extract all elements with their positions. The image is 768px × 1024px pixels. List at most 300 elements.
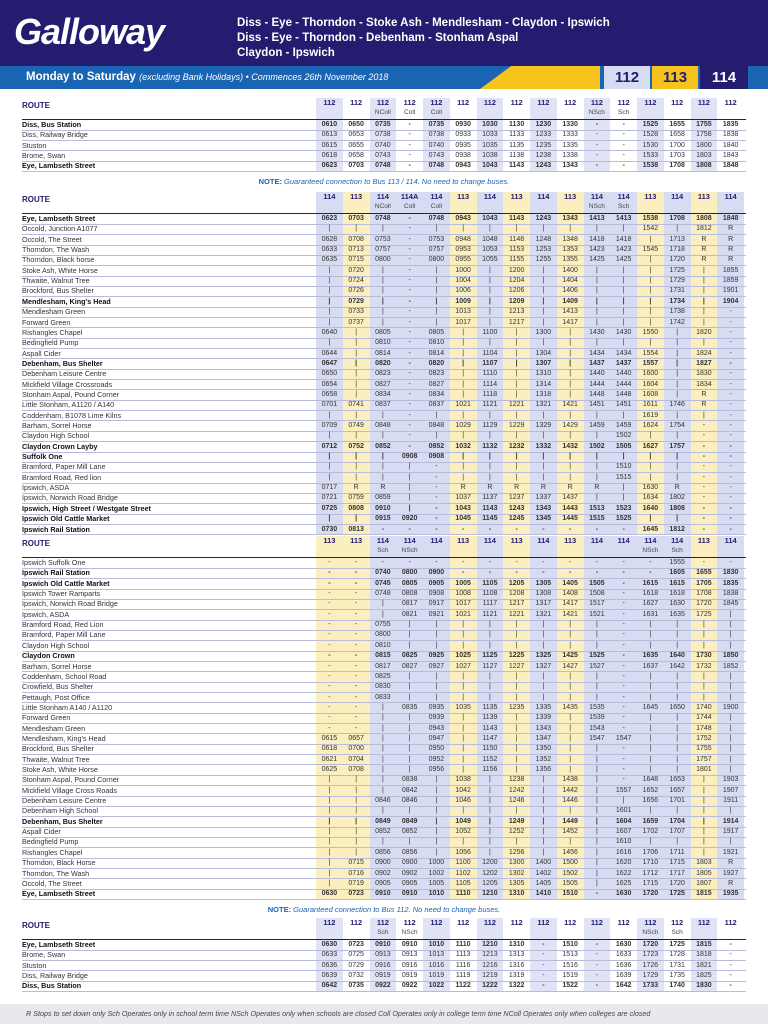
departure-time: - [595, 941, 599, 948]
departure-time: | [595, 745, 598, 753]
departure-time: 0827 [428, 380, 445, 388]
departure-time: - [408, 131, 411, 139]
departure-time: 1800 [696, 141, 712, 149]
departure-time: | [622, 453, 625, 461]
departure-time: | [328, 297, 331, 305]
departure-time: 1505 [589, 579, 605, 587]
departure-time: | [462, 621, 465, 629]
departure-time: 1900 [722, 703, 739, 711]
departure-time: | [408, 484, 411, 492]
departure-time: - [622, 693, 625, 701]
timetable-row [0, 703, 768, 713]
departure-time: 1451 [589, 401, 605, 409]
departure-time: 1319 [508, 971, 525, 979]
departure-time: 0730 [321, 525, 338, 533]
departure-time: 0732 [348, 971, 364, 979]
departure-time: 1648 [642, 776, 659, 784]
departure-time: - [595, 961, 599, 969]
departure-time: 1708 [669, 162, 685, 170]
departure-time: 1010 [428, 941, 445, 948]
departure-time: 1738 [669, 308, 685, 316]
departure-time: - [542, 569, 545, 577]
departure-time: 0725 [348, 951, 364, 959]
departure-time: 1413 [589, 215, 605, 222]
timetable-row [0, 599, 768, 609]
departure-time: 1238 [508, 776, 525, 784]
route-number: 112 [376, 918, 389, 927]
departure-time: - [408, 141, 411, 149]
departure-time: | [462, 838, 465, 846]
departure-time: | [649, 308, 652, 316]
departure-time: | [649, 683, 652, 691]
stop-name: Bedingfield Pump [22, 837, 79, 847]
departure-time: | [435, 828, 438, 836]
departure-time: 1620 [615, 859, 632, 867]
departure-time: 0814 [375, 349, 391, 357]
departure-time: 1720 [696, 600, 712, 608]
departure-time: | [595, 631, 598, 639]
departure-time: 0817 [401, 600, 418, 608]
departure-time: 1713 [669, 235, 685, 243]
departure-time: 1543 [589, 724, 605, 732]
departure-time: 1243 [535, 162, 552, 170]
departure-time: 1021 [455, 610, 471, 618]
departure-time: 0805 [428, 328, 445, 336]
departure-time: 1607 [615, 828, 632, 836]
tab-route-112[interactable]: 112 [604, 66, 650, 89]
departure-time: 1702 [642, 828, 659, 836]
departure-time: | [488, 318, 491, 326]
departure-time: | [515, 766, 518, 773]
departure-time: 1347 [535, 734, 552, 742]
departure-time: 1434 [589, 349, 605, 357]
departure-time: 1452 [562, 828, 578, 836]
stop-name: Stoke Ash, White Horse [22, 765, 98, 774]
departure-time: | [435, 318, 438, 326]
departure-time: 0820 [375, 359, 391, 367]
route-line-2: Diss - Eye - Thorndon - Debenham - Stonham Aspal [237, 32, 519, 44]
departure-time: 0701 [321, 401, 338, 409]
departure-time: - [729, 515, 732, 523]
departure-time: - [595, 951, 599, 959]
departure-time: | [408, 504, 411, 512]
departure-time: 1523 [615, 504, 632, 512]
timetable-row [0, 775, 768, 785]
departure-time: - [542, 971, 545, 979]
departure-time: 1045 [455, 515, 471, 523]
departure-time: R [728, 225, 734, 233]
departure-time: 1235 [508, 703, 525, 711]
note-connection-113-114 [0, 177, 768, 186]
departure-time: 1445 [562, 515, 578, 523]
departure-time: 1734 [669, 297, 685, 305]
departure-time: 1725 [696, 610, 712, 618]
departure-time: | [435, 277, 438, 285]
timetable-row [0, 411, 768, 421]
tab-route-113[interactable]: 113 [652, 66, 698, 89]
route-number: 114 [644, 536, 657, 545]
departure-time: - [354, 579, 358, 587]
departure-time: - [408, 339, 411, 347]
departure-time: | [488, 287, 491, 295]
route-number: 114 [537, 536, 550, 545]
departure-time: 1855 [722, 266, 739, 274]
departure-time: 1352 [535, 755, 552, 763]
timetable-row [0, 858, 768, 868]
departure-time: | [702, 786, 705, 794]
departure-time: | [676, 453, 679, 461]
departure-time: 1432 [562, 442, 578, 450]
departure-time: | [649, 693, 652, 701]
departure-time: - [622, 162, 625, 170]
departure-time: | [595, 463, 598, 471]
departure-time: | [649, 473, 652, 481]
departure-time: - [622, 683, 625, 691]
departure-time: 1113 [455, 951, 471, 959]
stop-name: Stoke Ash, White Horse [22, 265, 98, 275]
departure-time: 0650 [321, 370, 338, 378]
departure-time: | [649, 235, 652, 243]
departure-time: 1859 [722, 277, 739, 285]
departure-time: 1210 [482, 941, 498, 948]
timetable-row [0, 755, 768, 765]
departure-time: | [355, 848, 358, 856]
departure-time: | [435, 225, 438, 233]
departure-time: 1446 [562, 797, 578, 805]
departure-time: 1911 [723, 797, 739, 805]
departure-time: 1217 [508, 600, 525, 608]
departure-time: R [728, 235, 734, 243]
departure-time: 0810 [375, 641, 391, 649]
route-number: 112 [537, 98, 550, 107]
departure-time: - [515, 525, 518, 533]
departure-time: - [408, 256, 411, 264]
departure-time: | [381, 610, 384, 618]
departure-time: 1657 [669, 786, 685, 794]
timetable-row [0, 214, 768, 224]
departure-time: - [622, 559, 625, 566]
departure-time: - [622, 641, 625, 649]
departure-time: 0908 [428, 453, 445, 461]
departure-time: - [622, 631, 625, 639]
departure-time: | [381, 724, 384, 732]
timetable-row [0, 141, 768, 151]
departure-time: 1314 [535, 380, 552, 388]
departure-time: | [622, 225, 625, 233]
route-number: 112 [671, 918, 684, 927]
departure-time: | [649, 641, 652, 649]
departure-time: 1252 [508, 828, 525, 836]
service-qualifier: Sch [618, 109, 630, 116]
stop-name: Aspall Cider [22, 348, 61, 358]
departure-time: 1145 [482, 515, 498, 523]
departure-time: 1409 [562, 297, 578, 305]
departure-time: 0956 [428, 766, 445, 773]
departure-time: 0752 [348, 442, 364, 450]
departure-time: 1554 [642, 349, 659, 357]
departure-time: 1637 [642, 662, 659, 670]
departure-time: | [355, 838, 358, 846]
departure-time: | [435, 838, 438, 846]
route-number: 114 [376, 192, 389, 201]
departure-time: - [729, 484, 732, 492]
departure-time: - [354, 703, 358, 711]
departure-time: 1535 [589, 703, 605, 711]
departure-time: 1208 [508, 590, 525, 598]
departure-time: 1027 [455, 662, 471, 670]
departure-time: 0808 [348, 504, 364, 512]
departure-time: 0919 [375, 971, 391, 979]
departure-time: - [381, 559, 385, 566]
departure-time: | [515, 359, 518, 367]
departure-time: 0852 [428, 442, 445, 450]
tab-route-114[interactable]: 114 [700, 66, 748, 89]
stop-name: Thwaite, Walnut Tree [22, 754, 90, 764]
galloway-logo: Galloway [14, 11, 165, 52]
departure-time: | [595, 828, 598, 836]
departure-time: | [676, 807, 679, 815]
departure-time: | [515, 370, 518, 378]
departure-time: 0859 [375, 494, 391, 502]
departure-time: 0757 [428, 246, 445, 254]
departure-time: - [435, 463, 438, 471]
departure-time: 0748 [428, 162, 445, 170]
timetable-row [0, 473, 768, 483]
departure-time: | [676, 390, 679, 398]
departure-time: | [676, 225, 679, 233]
departure-time: 1815 [696, 941, 712, 948]
departure-time: 1820 [696, 328, 712, 336]
departure-time: 1137 [482, 494, 498, 502]
departure-time: 1625 [615, 879, 632, 887]
service-qualifier: Coll [404, 109, 416, 116]
stop-name: Suffolk One [22, 452, 63, 462]
departure-time: 1143 [509, 215, 525, 222]
departure-time: - [622, 672, 625, 680]
stop-name: Brockford, Bus Shelter [22, 744, 94, 754]
days-title: Monday to Saturday [26, 71, 136, 83]
departure-time: 0935 [428, 703, 445, 711]
departure-time: 1005 [428, 879, 445, 887]
departure-time: 1907 [722, 786, 739, 794]
departure-time: 1425 [615, 256, 632, 264]
departure-time: 1150 [482, 745, 498, 753]
departure-time: | [569, 453, 572, 461]
departure-time: 0630 [321, 890, 338, 898]
departure-time: - [354, 714, 358, 722]
departure-time: 1444 [615, 380, 632, 388]
departure-time: | [542, 828, 545, 836]
departure-time: 1601 [615, 807, 632, 815]
departure-time: 0723 [348, 890, 364, 898]
departure-time: | [649, 287, 652, 295]
departure-time: 1917 [722, 828, 739, 836]
header-bar [0, 0, 768, 66]
departure-time: | [649, 318, 652, 326]
departure-time: 1618 [642, 590, 659, 598]
departure-time: 1808 [696, 162, 712, 170]
timetable-row [0, 525, 768, 535]
departure-time: - [729, 328, 732, 336]
departure-time: | [381, 453, 384, 461]
departure-time: - [542, 525, 545, 533]
departure-time: 1008 [455, 590, 471, 598]
stop-name: Rishangles Chapel [22, 327, 83, 337]
departure-time: | [649, 807, 652, 815]
departure-time: 0817 [375, 662, 391, 670]
departure-time: - [622, 714, 625, 722]
departure-time: 0615 [321, 141, 338, 149]
departure-time: | [542, 411, 545, 419]
departure-time: | [462, 734, 465, 742]
departure-time: 0852 [401, 828, 418, 836]
departure-time: | [328, 432, 331, 440]
departure-time: 1434 [615, 349, 632, 357]
departure-time: 1316 [508, 961, 525, 969]
departure-time: 0715 [348, 859, 364, 867]
departure-time: | [515, 745, 518, 753]
departure-time: 1812 [696, 225, 712, 233]
departure-time: 0908 [428, 590, 445, 598]
departure-time: 0834 [375, 390, 391, 398]
departure-time: 0741 [348, 401, 364, 409]
departure-time: 1043 [482, 162, 498, 170]
departure-time: - [702, 473, 706, 481]
departure-time: - [354, 641, 358, 649]
departure-time: | [595, 318, 598, 326]
departure-time: | [488, 621, 491, 629]
departure-time: - [328, 724, 331, 732]
stop-name: Claydon High School [22, 431, 90, 441]
stop-name: Ipswich, Norwich Road Bridge [22, 493, 118, 503]
departure-time: 1335 [562, 141, 578, 149]
timetable-row [0, 421, 768, 431]
departure-time: 1200 [508, 266, 525, 274]
departure-time: 1105 [482, 579, 498, 587]
departure-time: | [622, 411, 625, 419]
departure-time: | [622, 287, 625, 295]
departure-time: 1505 [562, 879, 578, 887]
route-number: 114 [537, 192, 550, 201]
departure-time: | [595, 869, 598, 877]
departure-time: | [622, 297, 625, 305]
departure-time: | [542, 786, 545, 794]
departure-time: 1219 [482, 971, 498, 979]
departure-time: | [488, 297, 491, 305]
departure-time: 0846 [401, 797, 418, 805]
departure-time: 1640 [669, 652, 685, 660]
departure-time: 0753 [375, 235, 391, 243]
departure-time: 1818 [696, 951, 712, 959]
departure-time: 1616 [615, 848, 632, 856]
departure-time: - [702, 432, 706, 440]
route-number: 114 [430, 536, 443, 545]
departure-time: 1720 [669, 256, 685, 264]
departure-time: 0623 [321, 215, 338, 222]
service-qualifier: NSch [401, 547, 418, 554]
departure-time: | [569, 766, 572, 773]
departure-time: | [595, 287, 598, 295]
departure-time: 0642 [321, 982, 338, 990]
departure-time: 1400 [562, 266, 578, 274]
route-number: 112 [671, 98, 684, 107]
timetable-row [0, 297, 768, 307]
stop-name: Eye, Lambseth Street [22, 940, 96, 949]
departure-time: 0650 [348, 121, 364, 128]
departure-time: | [649, 672, 652, 680]
route-number: 112 [617, 98, 630, 107]
departure-time: - [595, 559, 599, 566]
departure-time: - [328, 621, 331, 629]
departure-time: 1605 [669, 569, 685, 577]
departure-time: | [649, 453, 652, 461]
departure-time: 1418 [589, 235, 605, 243]
departure-time: - [595, 121, 599, 128]
departure-time: | [649, 838, 652, 846]
timetable-row [0, 682, 768, 692]
departure-time: | [462, 631, 465, 639]
departure-time: 1035 [482, 141, 498, 149]
departure-time: 1845 [722, 600, 739, 608]
departure-time: 1322 [508, 982, 525, 990]
departure-time: 1627 [642, 600, 659, 608]
timetable-row [0, 806, 768, 816]
departure-time: 0905 [375, 879, 391, 887]
departure-time: 1343 [535, 724, 552, 732]
departure-time: 1456 [562, 848, 578, 856]
departure-time: 1624 [642, 422, 659, 429]
stop-name: Ipswich Rail Station [22, 524, 90, 534]
departure-time: | [381, 714, 384, 722]
departure-time: R [514, 484, 520, 492]
departure-time: 1437 [589, 359, 605, 367]
departure-time: 1013 [428, 951, 445, 959]
departure-time: 0933 [455, 131, 471, 139]
departure-time: 1100 [482, 328, 498, 336]
departure-time: 0842 [401, 786, 418, 794]
departure-time: | [435, 411, 438, 419]
departure-time: | [462, 755, 465, 763]
departure-time: 0717 [321, 484, 338, 492]
departure-time: 0724 [348, 277, 364, 285]
departure-time: | [462, 724, 465, 732]
departure-time: | [435, 297, 438, 305]
departure-time: | [729, 724, 732, 732]
departure-time: 0849 [375, 817, 391, 825]
departure-time: | [542, 838, 545, 846]
departure-time: | [676, 370, 679, 378]
route-number: 112 [403, 98, 416, 107]
departure-time: | [676, 432, 679, 440]
departure-time: 1343 [535, 504, 552, 512]
departure-time: - [729, 453, 732, 461]
departure-time: - [408, 559, 411, 566]
departure-time: - [729, 422, 732, 429]
departure-time: 1417 [562, 600, 578, 608]
departure-time: | [676, 631, 679, 639]
timetable-row [0, 235, 768, 245]
departure-time: 1653 [669, 776, 685, 784]
departure-time: | [595, 817, 598, 825]
departure-time: 1636 [615, 961, 632, 969]
departure-time: | [515, 339, 518, 347]
timetable-row [0, 255, 768, 265]
departure-time: 1253 [535, 246, 552, 254]
departure-time: | [702, 817, 705, 825]
departure-time: 0755 [375, 621, 391, 629]
departure-time: 0628 [321, 235, 338, 243]
departure-time: - [622, 151, 625, 159]
